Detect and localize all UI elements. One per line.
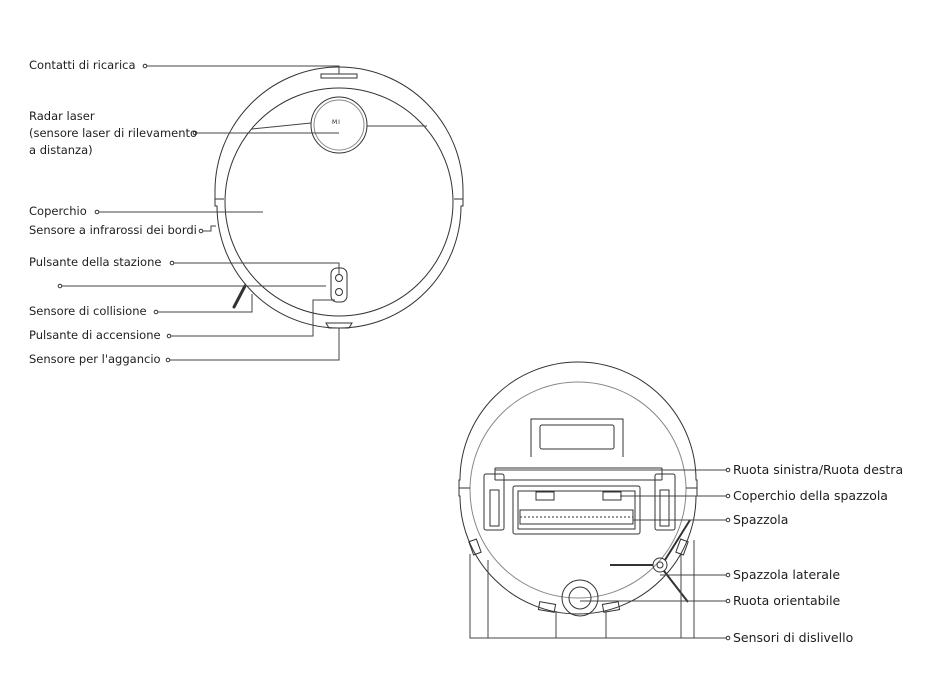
cliff-sensor-2: [538, 602, 555, 613]
dot-spazzola-laterale: [726, 573, 730, 577]
top-view-robot: [215, 67, 463, 328]
label-radar-line3: a distanza): [29, 143, 93, 157]
leader-accensione: [171, 300, 335, 336]
dot-coperchio-spazzola: [726, 494, 730, 498]
bottom-view-leaders: [470, 470, 726, 638]
label-radar-line1: Radar laser: [29, 109, 95, 123]
label-radar-line2: (sensore laser di rilevamento: [29, 126, 198, 140]
label-sensore-infrarossi: Sensore a infrarossi dei bordi: [29, 223, 197, 237]
label-spazzola: Spazzola: [733, 512, 789, 527]
charging-contacts-shape: [321, 74, 357, 78]
dot-infrarossi: [199, 229, 203, 233]
dot-side-brush: [58, 284, 62, 288]
leader-infrarossi: [203, 226, 216, 231]
power-button-shape: [336, 289, 343, 296]
leader-stazione: [174, 263, 339, 274]
robot-bottom-outer-body: [459, 362, 697, 614]
label-contatti-di-ricarica: Contatti di ricarica: [29, 58, 136, 72]
label-sensore-aggancio: Sensore per l'aggancio: [29, 352, 161, 366]
handle-slot: [540, 425, 614, 449]
label-pulsante-stazione: Pulsante della stazione: [29, 255, 162, 269]
dot-accensione: [167, 334, 171, 338]
right-wheel-housing: [655, 474, 675, 530]
robot-bottom-inner-ring: [470, 382, 686, 598]
dot-coperchio: [95, 210, 99, 214]
label-ruote: Ruota sinistra/Ruota destra: [733, 462, 904, 477]
bottom-view-robot: [459, 362, 697, 616]
dot-stazione: [170, 261, 174, 265]
label-pulsante-accensione: Pulsante di accensione: [29, 328, 161, 342]
label-sensori-dislivello: Sensori di dislivello: [733, 630, 854, 645]
left-wheel-housing: [484, 474, 504, 530]
label-spazzola-laterale: Spazzola laterale: [733, 567, 841, 582]
dot-dislivello: [726, 636, 730, 640]
left-wheel-shape: [490, 490, 499, 526]
side-brush-hub-inner: [657, 562, 663, 568]
brush-latch-left: [536, 492, 554, 500]
leader-radar-left: [252, 123, 311, 129]
right-wheel-shape: [660, 490, 669, 526]
side-brush-arm-3: [664, 571, 688, 602]
dot-spazzola: [726, 518, 730, 522]
leader-aggancio: [170, 328, 339, 360]
dot-collisione: [154, 310, 158, 314]
dot-aggancio: [166, 358, 170, 362]
dot-ruote: [726, 468, 730, 472]
label-radar-laser: [29, 108, 197, 159]
side-brush-stub: [234, 286, 245, 307]
dot-contatti: [143, 64, 147, 68]
label-coperchio: Coperchio: [29, 204, 87, 218]
label-coperchio-spazzola: Coperchio della spazzola: [733, 488, 888, 503]
label-ruota-orientabile: Ruota orientabile: [733, 593, 841, 608]
dock-button-shape: [336, 275, 343, 282]
mi-logo: MI: [332, 119, 341, 126]
dot-ruota-orientabile: [726, 599, 730, 603]
label-sensore-collisione: Sensore di collisione: [29, 304, 147, 318]
brush-latch-right: [603, 492, 621, 500]
